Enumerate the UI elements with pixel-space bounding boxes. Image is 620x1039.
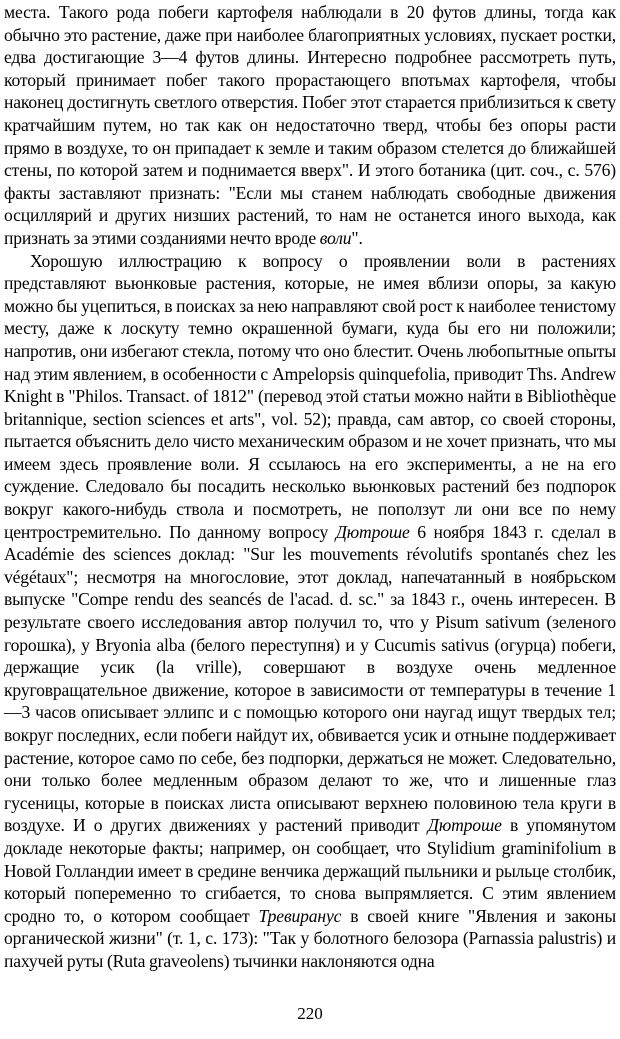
- paragraph-1: [4, 1, 616, 250]
- paragraph-2: [4, 250, 616, 973]
- paragraph-1-closing: ".: [351, 227, 363, 248]
- paragraph-2-author-name: Тревиранус: [258, 905, 342, 926]
- page-number: 220: [297, 1004, 323, 1023]
- paragraph-2-text-c: в упомянутом докладе некоторые факты; например, он сообщает, что Stylidium graminifolium в Новой Голландии имеет в средине венчика держащий пыльники и рыльце столбик, который попеременно то сгибается, то снова выпрямляется. С этим явлением сродно то, о котором сообщает: [4, 815, 616, 926]
- paragraph-2-text-a: Хорошую иллюстрацию к вопросу о проявлении воли в растениях представляют вьюнковые растения, которые, не имея вблизи опоры, за какую можно бы уцепиться, в поисках за нею направляют свой рост к наиболее тенистому месту, даже к лоскуту темно окрашенной бумаги, куда бы его ни положили; напротив, они избегают стекла, потому что оно блестит. Очень любопытные опыты над этим явлением, в особенности с Ampelopsis quinquefolia, приводит Ths. Andrew Knight в "Philos. Transact. of 1812" (перевод этой статьи можно найти в Bibliothèque britannique, section sciences et arts", vol. 52); правда, сам автор, со своей стороны, пытается объяснить дело чисто механическим образом и не хочет признать, что мы имеем здесь проявление воли. Я ссылаюсь на его эксперименты, а не на его суждение. Следовало бы посадить несколько вьюнковых растений без подпорок вокруг какого-нибудь ствола и посмотреть, не поползут ли они все по нему центростремительно. По данному вопросу: [4, 250, 616, 542]
- body-text: [4, 1, 616, 973]
- paragraph-2-text-b: 6 ноября 1843 г. сделал в Académie des sciences доклад: "Sur les mouvements révolutifs spontanés chez les végétaux"; несмотря на многословие, этот доклад, напечатанный в ноябрьском выпуске "Compe rendu des seancés de l'acad. d. sc." за 1843 г., очень интересен. В результате своего исследования автор получил то, что у Pisum sativum (зеленого горошка), у Bryonia alba (белого переступня) и у Cucumis sativus (огурца) побеги, держащие усик (la vrille), совершают в воздухе очень медленное круговращательное движение, которое в зависимости от температуры в течение 1—3 часов описывает эллипс и с помощью которого они наугад ищут твердых тел; вокруг последних, если побеги найдут их, обвивается усик и отныне поддерживает растение, которое само по себе, без подпорки, держаться не может. Следовательно, они только более медленным образом делают то же, что и лишенные глаз гусеницы, которые в поисках листа описывают верхнею половиною тела круги в воздухе. И о других движениях у растений приводит: [4, 521, 616, 836]
- paragraph-1-text: места. Такого рода побеги картофеля наблюдали в 20 футов длины, тогда как обычно это растение, даже при наиболее благоприятных условиях, пускает ростки, едва достигающие 3—4 футов длины. Интересно подробнее рассмотреть путь, который принимает побег такого прорастающего впотьмах картофеля, чтобы наконец достигнуть светлого отверстия. Побег этот старается приблизиться к свету кратчайшим путем, но так как он недостаточно тверд, чтобы без опоры расти прямо в воздухе, то он припадает к земле и таким образом стелется до ближайшей стены, по которой затем и поднимается вверх". И этого ботаника (цит. соч., с. 576) факты заставляют признать: "Если мы станем наблюдать свободные движения осциллярий и других низших растений, то нам не останется иного выхода, как признать за этими созданиями нечто вроде: [4, 2, 616, 248]
- paragraph-2-author-name: Дютроше: [335, 521, 410, 542]
- document-page: [4, 0, 616, 1039]
- paragraph-2-author-name: Дютроше: [427, 815, 502, 836]
- paragraph-1-italic-term: воли: [319, 227, 352, 248]
- paragraph-2-text-d: в своей книге "Явления и законы органической жизни" (т. 1, с. 173): "Так у болотного белозора (Parnassia palustris) и пахучей руты (Ruta graveolens) тычинки наклоняются одна: [4, 905, 616, 971]
